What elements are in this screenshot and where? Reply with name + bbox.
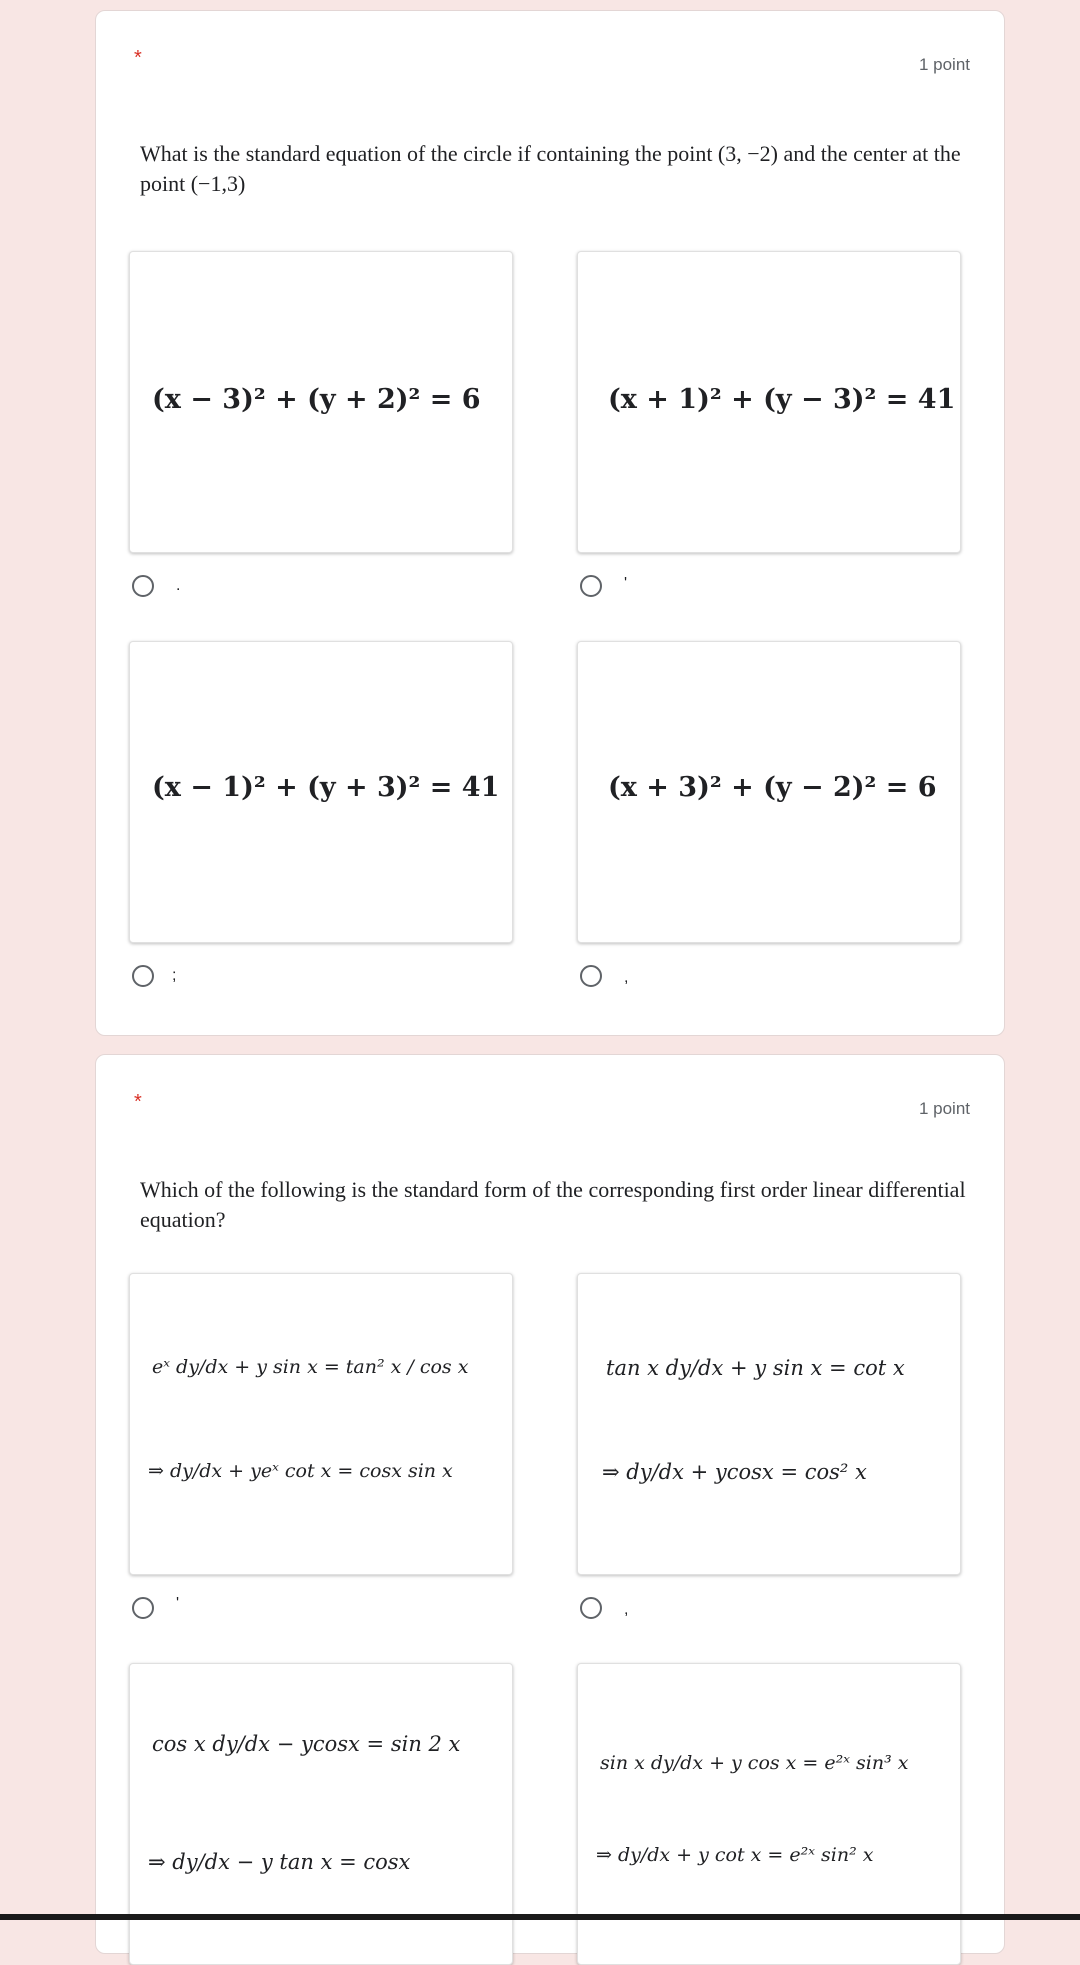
option-label-a: . xyxy=(176,577,181,594)
required-asterisk: * xyxy=(134,1091,142,1113)
option-math-c-line2: ⇒ dy/dx − y tan x = cosx xyxy=(148,1850,411,1874)
option-label-a: ' xyxy=(176,1595,180,1612)
required-asterisk: * xyxy=(134,47,142,69)
option-math-b: (x + 1)² + (y − 3)² = 41 xyxy=(608,384,956,415)
option-label-d: , xyxy=(624,969,629,986)
option-radio-a[interactable] xyxy=(132,575,154,597)
option-radio-d[interactable] xyxy=(580,965,602,987)
option-image-d[interactable] xyxy=(577,641,961,943)
option-math-a: (x − 3)² + (y + 2)² = 6 xyxy=(152,384,481,415)
question-card-2 xyxy=(95,1054,1005,1954)
option-math-d-line2: ⇒ dy/dx + y cot x = e²ˣ sin² x xyxy=(596,1844,874,1866)
points-label: 1 point xyxy=(918,1099,970,1118)
option-label-b: ' xyxy=(624,575,628,592)
option-radio-b[interactable] xyxy=(580,1597,602,1619)
option-label-b: , xyxy=(624,1601,629,1618)
option-image-b[interactable] xyxy=(577,1273,961,1575)
option-math-a-line2: ⇒ dy/dx + yeˣ cot x = cosx sin x xyxy=(148,1460,453,1482)
option-label-c: ; xyxy=(172,967,177,984)
question-text: Which of the following is the standard form of the corresponding first order linear differential equation? xyxy=(140,1177,966,1232)
option-math-c: (x − 1)² + (y + 3)² = 41 xyxy=(152,772,500,803)
option-image-a[interactable] xyxy=(129,251,513,553)
option-math-b-line1: tan x dy/dx + y sin x = cot x xyxy=(606,1356,905,1380)
option-image-c[interactable] xyxy=(129,641,513,943)
option-math-c-line1: cos x dy/dx − ycosx = sin 2 x xyxy=(152,1732,461,1756)
option-math-d: (x + 3)² + (y − 2)² = 6 xyxy=(608,772,937,803)
option-image-b[interactable] xyxy=(577,251,961,553)
question-card-1 xyxy=(95,10,1005,1036)
option-math-a-line1: eˣ dy/dx + y sin x = tan² x / cos x xyxy=(152,1356,469,1378)
option-math-b-line2: ⇒ dy/dx + ycosx = cos² x xyxy=(602,1460,867,1484)
points-label: 1 point xyxy=(918,55,970,74)
bottom-bar xyxy=(0,1914,1080,1920)
option-radio-b[interactable] xyxy=(580,575,602,597)
option-radio-c[interactable] xyxy=(132,965,154,987)
option-image-a[interactable] xyxy=(129,1273,513,1575)
question-text: What is the standard equation of the circle if containing the point (3, −2) and the center at the point (−1,3) xyxy=(140,141,961,196)
option-radio-a[interactable] xyxy=(132,1597,154,1619)
option-math-d-line1: sin x dy/dx + y cos x = e²ˣ sin³ x xyxy=(600,1752,909,1774)
